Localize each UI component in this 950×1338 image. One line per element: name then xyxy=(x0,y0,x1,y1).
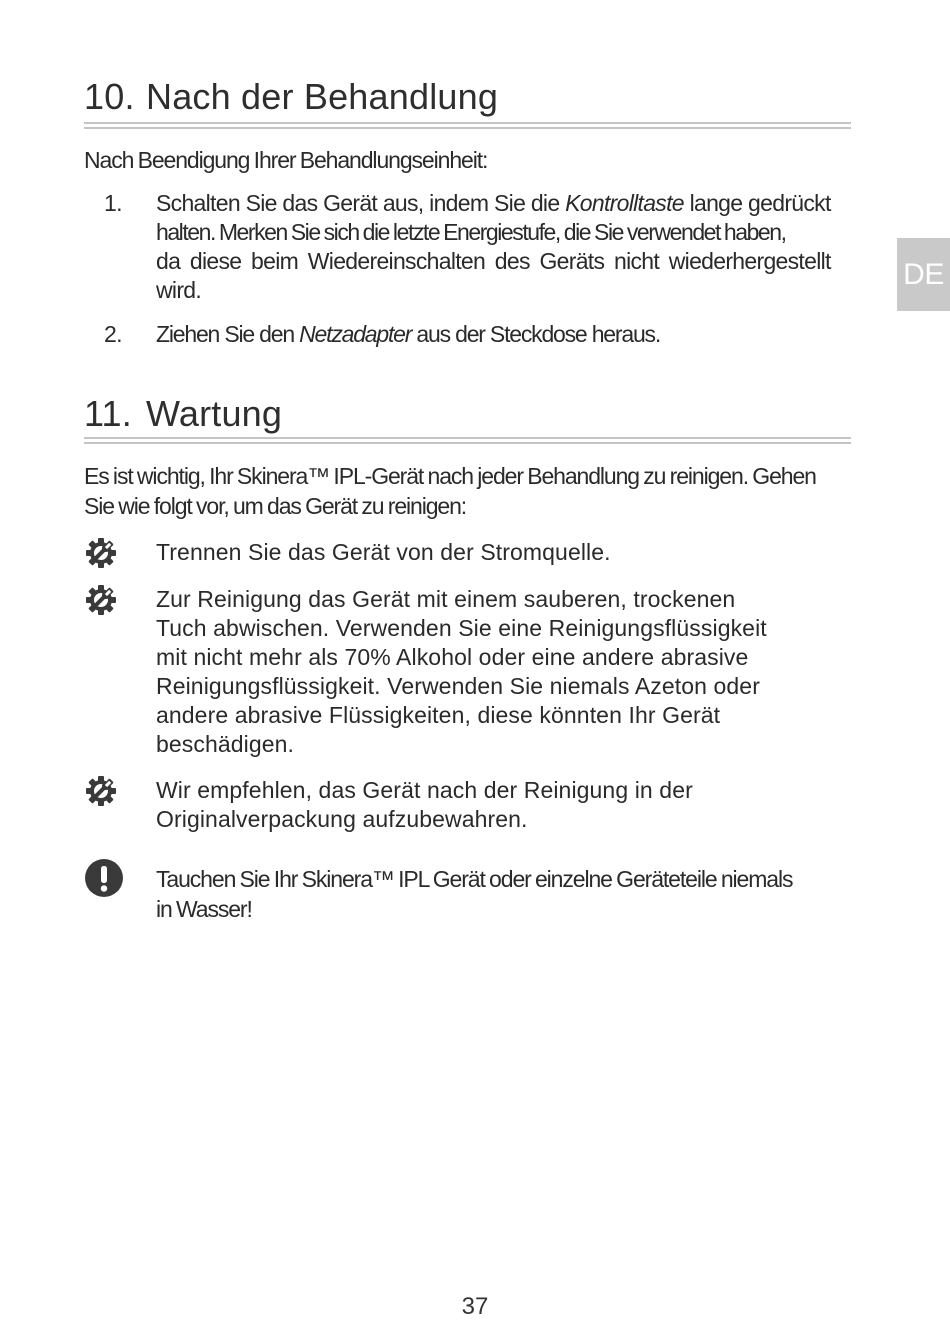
section-11-title: Wartung xyxy=(146,393,283,434)
gear-wrench-icon xyxy=(84,583,118,617)
section-10-intro: Nach Beendigung Ihrer Behandlungseinheit: xyxy=(84,147,488,173)
warning-line-2: in Wasser! xyxy=(156,896,252,922)
language-tab xyxy=(897,238,950,311)
section-10-divider xyxy=(84,122,851,129)
maintenance-item-2-line-2: Tuch abwischen. Verwenden Sie eine Reinigungsflüssigkeit xyxy=(156,615,767,641)
step-1 xyxy=(84,189,851,305)
maintenance-item-2-line-6: beschädigen. xyxy=(156,731,295,757)
section-11-intro-line-1: Es ist wichtig, Ihr Skinera™ IPL-Gerät nach jeder Behandlung zu reinigen. Gehen xyxy=(84,463,816,489)
section-11-divider xyxy=(84,437,851,444)
maintenance-item-2-line-4: Reinigungsflüssigkeit. Verwenden Sie niemals Azeton oder xyxy=(156,673,760,699)
warning-line-1: Tauchen Sie Ihr Skinera™ IPL Gerät oder einzelne Geräteteile niemals xyxy=(156,866,793,892)
section-11-heading xyxy=(84,393,282,435)
step-1-line-3: da diese beim Wiedereinschalten des Geräts nicht wiederhergestellt xyxy=(156,248,831,274)
maintenance-item-1 xyxy=(84,538,851,567)
step-1-number: 1. xyxy=(104,190,122,216)
gear-wrench-icon xyxy=(84,774,118,808)
maintenance-item-3 xyxy=(84,776,851,834)
section-11-number: 11. xyxy=(84,393,132,434)
warning-exclamation-icon xyxy=(84,858,124,898)
step-2-text-before: Ziehen Sie den xyxy=(156,321,300,347)
maintenance-item-2-text xyxy=(156,585,816,759)
step-1-text xyxy=(156,189,851,305)
maintenance-item-1-text xyxy=(156,538,816,567)
section-10-number: 10. xyxy=(84,76,135,117)
warning-note xyxy=(84,864,851,924)
maintenance-item-3-text xyxy=(156,776,816,834)
section-10-heading xyxy=(84,76,498,118)
maintenance-item-3-line-1: Wir empfehlen, das Gerät nach der Reinigung in der xyxy=(156,777,693,803)
control-key-term: Kontrolltaste xyxy=(565,190,684,216)
maintenance-item-2-line-1: Zur Reinigung das Gerät mit einem sauberen, trockenen xyxy=(156,586,736,612)
step-1-line-2: halten. Merken Sie sich die letzte Energiestufe, die Sie verwendet haben, xyxy=(156,219,786,245)
step-2-text xyxy=(156,320,851,349)
warning-text xyxy=(156,864,851,924)
power-adapter-term: Netzadapter xyxy=(299,321,412,347)
gear-wrench-icon xyxy=(84,536,118,570)
maintenance-item-3-line-2: Originalverpackung aufzubewahren. xyxy=(156,806,528,832)
step-1-line-1 xyxy=(156,189,851,218)
section-11-intro-line-2: Sie wie folgt vor, um das Gerät zu reinigen: xyxy=(84,493,467,519)
maintenance-item-1-line-1: Trennen Sie das Gerät von der Stromquelle. xyxy=(156,539,611,565)
step-2 xyxy=(84,320,851,349)
step-2-text-after: aus der Steckdose heraus. xyxy=(411,321,661,347)
maintenance-item-2 xyxy=(84,585,851,759)
maintenance-item-2-line-3: mit nicht mehr als 70% Alkohol oder eine andere abrasive xyxy=(156,644,749,670)
step-1-text-before: Schalten Sie das Gerät aus, indem Sie die xyxy=(156,190,566,216)
section-11-intro xyxy=(84,461,851,521)
step-1-line-4: wird. xyxy=(156,277,202,303)
section-10-title: Nach der Behandlung xyxy=(146,76,499,117)
page-number: 37 xyxy=(461,1293,489,1320)
maintenance-item-2-line-5: andere abrasive Flüssigkeiten, diese könnten Ihr Gerät xyxy=(156,702,721,728)
step-1-text-after: lange gedrückt xyxy=(683,190,831,216)
step-2-number: 2. xyxy=(104,321,122,347)
language-tab-label: DE xyxy=(903,257,944,291)
